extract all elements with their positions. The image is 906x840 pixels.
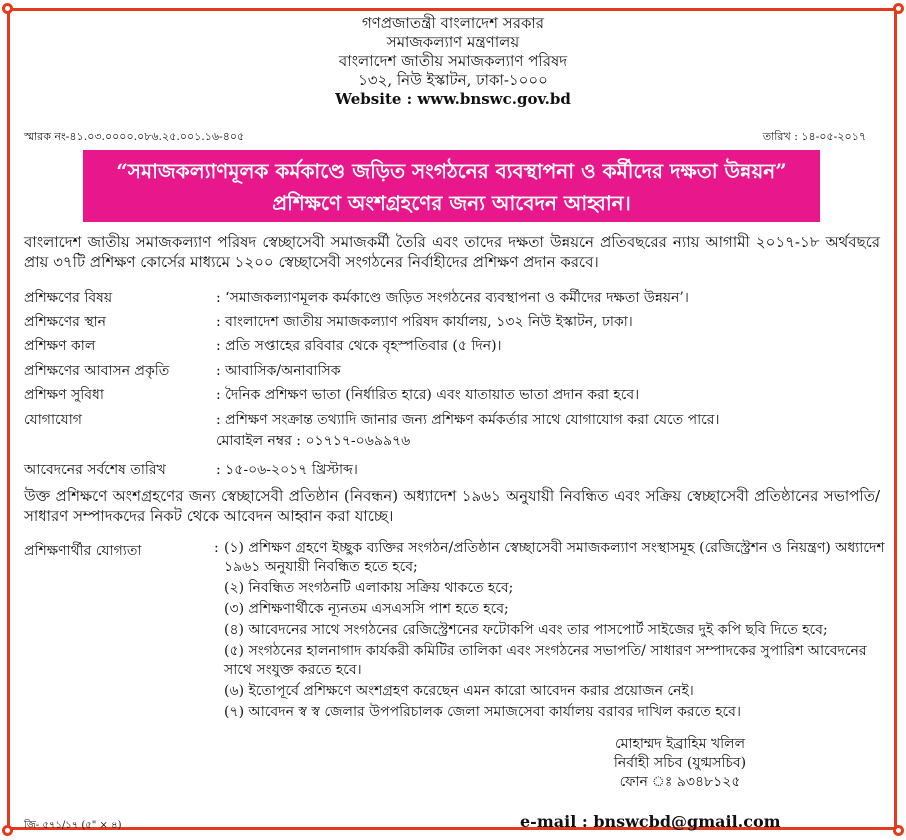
intro-paragraph: বাংলাদেশ জাতীয় সমাজকল্যাণ পরিষদ স্বেচ্ছাসেবী সমাজকর্মী তৈরি এবং তাদের দক্ষতা উন্নয়নে প্রতিবছরের ন্যায় আগামী ২০১৭-১৮ অর্থবছরে প্রায় ৩৭টি প্রশিক্ষণ কোর্সের মাধ্যমে ১২০০ স্বেচ্ছাসেবী সংগঠনের নির্বাহীদের প্রশিক্ষণ প্রদান করবে। xyxy=(24,233,880,271)
banner-title: “সমাজকল্যাণমূলক কর্মকাণ্ডে জড়িত সংগঠনের ব্যবস্থাপনা ও কর্মীদের দক্ষতা উন্নয়ন” xyxy=(116,159,787,183)
info-value: মোবাইল নম্বর : ০১৭১৭-০৬৯৯৭৬ xyxy=(216,433,411,449)
eligibility-text: (১) প্রশিক্ষণ গ্রহণে ইচ্ছুক ব্যক্তির সংগঠন/প্রতিষ্ঠান স্বেচ্ছাসেবী সমাজকল্যাণ সংস্থাসমূহ (রেজিস্ট্রেশন ও নিয়ন্ত্রণ) অধ্যাদেশ ১৯৬১ অনুযায়ী নিবন্ধিত হতে হবে; xyxy=(224,540,885,575)
info-value: : আবাসিক/অনাবাসিক xyxy=(216,363,341,379)
info-value: : দৈনিক প্রশিক্ষণ ভাতা (নির্ধারিত হারে) এবং যাতায়াত ভাতা প্রদান করা হবে। xyxy=(216,387,640,403)
list-item xyxy=(214,703,890,722)
eligibility-text: (৩) প্রশিক্ষণার্থীকে ন্যূনতম এসএসসি পাশ হতে হবে; xyxy=(224,601,509,617)
corner-circle-icon xyxy=(893,825,904,836)
list-item xyxy=(214,600,890,619)
eligibility-text: (৭) আবেদন স্ব স্ব জেলার উপপরিচালক জেলা সমাজসেবা কার্যালয় বরাবর দাখিল করতে হবে। xyxy=(224,704,741,720)
eligibility-text: (২) নিবন্ধিত সংগঠনটি এলাকায় সক্রিয় থাকতে হবে; xyxy=(224,580,514,596)
info-key: আবেদনের সর্বশেষ তারিখ xyxy=(24,462,166,478)
signature-block xyxy=(560,735,800,792)
info-value: : প্রশিক্ষণ সংক্রান্ত তথ্যাদি জানার জন্য প্রশিক্ষণ কর্মকর্তার সাথে যোগাযোগ করা যেতে পারে। xyxy=(216,412,720,428)
info-key: প্রশিক্ষণ সুবিধা xyxy=(24,387,104,403)
eligibility-label: প্রশিক্ষণার্থীর যোগ্যতা xyxy=(24,543,142,559)
signatory-title: নির্বাহী সচিব (যুগ্মসচিব) xyxy=(613,755,747,771)
info-value: : ‘সমাজকল্যাণমূলক কর্মকাণ্ডে জড়িত সংগঠনের ব্যবস্থাপনা ও কর্মীদের দক্ষতা উন্নয়ন’। xyxy=(216,290,689,306)
list-item xyxy=(214,579,890,598)
corner-circle-icon xyxy=(2,3,13,14)
email-line: e-mail : bnswcbd@gmail.com xyxy=(520,812,781,831)
government-name: গণপ্রজাতন্ত্রী বাংলাদেশ সরকার xyxy=(361,14,545,32)
signatory-name: মোহাম্মদ ইব্রাহিম খলিল xyxy=(614,736,746,752)
info-key: প্রশিক্ষণের আবাসন প্রকৃতি xyxy=(24,363,170,379)
eligibility-list xyxy=(214,539,890,724)
print-code: জি- ৫৭১/১৭ (৫" × ৪) xyxy=(24,820,122,831)
corner-circle-icon xyxy=(2,825,13,836)
info-value: : বাংলাদেশ জাতীয় সমাজকল্যাণ পরিষদ কার্যালয়, ১৩২ নিউ ইস্কাটন, ঢাকা। xyxy=(216,314,633,330)
list-item xyxy=(214,682,890,701)
council-name: বাংলাদেশ জাতীয় সমাজকল্যাণ পরিষদ xyxy=(338,52,568,70)
title-banner xyxy=(83,150,820,222)
info-value: : প্রতি সপ্তাহের রবিবার থেকে বৃহস্পতিবার (৫ দিন)। xyxy=(216,338,502,354)
info-value: : ১৫-০৬-২০১৭ খ্রিস্টাব্দ। xyxy=(216,462,358,478)
eligibility-text: (৬) ইতোপূর্বে প্রশিক্ষণে অংশগ্রহণ করেছেন এমন কারো আবেদন করার প্রয়োজন নেই। xyxy=(224,683,694,699)
list-item xyxy=(214,642,890,680)
ministry-name: সমাজকল্যাণ মন্ত্রণালয় xyxy=(386,33,520,51)
signatory-phone: ফোন ঃ ৯৩৪৮১২৫ xyxy=(619,774,741,790)
info-key: প্রশিক্ষণের স্থান xyxy=(24,314,107,330)
list-item: : (১) প্রশিক্ষণ গ্রহণে ইচ্ছুক ব্যক্তির সংগঠন/প্রতিষ্ঠান স্বেচ্ছাসেবী সমাজকল্যাণ সংস্থাসমূহ (রেজিস্ট্রেশন ও নিয়ন্ত্রণ) অধ্যাদেশ ১৯৬১ অনুযায়ী নিবন্ধিত হতে হবে; xyxy=(214,539,890,577)
eligibility-text: (৫) সংগঠনের হালনাগাদ কার্যকরী কমিটির তালিকা এবং সংগঠনের সভাপতি/ সাধারণ সম্পাদকের সুপারিশ আবেদনের সাথে সংযুক্ত করতে হবে। xyxy=(224,643,867,678)
info-key: প্রশিক্ষণ কাল xyxy=(24,338,96,354)
corner-circle-icon xyxy=(893,3,904,14)
info-key: প্রশিক্ষণের বিষয় xyxy=(24,290,113,306)
website-line: Website : www.bnswc.gov.bd xyxy=(335,90,571,108)
application-call-paragraph: উক্ত প্রশিক্ষণে অংশগ্রহণের জন্য স্বেচ্ছাসেবী প্রতিষ্ঠান (নিবন্ধন) অধ্যাদেশ ১৯৬১ অনুযায়ী নিবন্ধিত এবং সক্রিয় স্বেচ্ছাসেবী প্রতিষ্ঠানের সভাপতি/সাধারণ সম্পাদকদের নিকট থেকে আবেদন আহ্বান করা যাচ্ছে। xyxy=(24,487,880,525)
banner-subtitle: প্রশিক্ষণে অংশগ্রহণের জন্য আবেদন আহ্বান। xyxy=(272,191,631,215)
notice-date: তারিখ : ১৪-০৫-২০১৭ xyxy=(762,130,866,143)
address: ১৩২, নিউ ইস্কাটন, ঢাকা-১০০০ xyxy=(358,71,548,89)
eligibility-text: (৪) আবেদনের সাথে সংগঠনের রেজিস্ট্রেশনের ফটোকপি এবং তার পাসপোর্ট সাইজের দুই কপি ছবি দিতে হবে; xyxy=(224,622,828,638)
letterhead xyxy=(0,14,906,109)
info-key: যোগাযোগ xyxy=(24,412,82,428)
list-item xyxy=(214,621,890,640)
memo-number: স্মারক নং-৪১.০৩.০০০০.০৮৬.২৫.০০১.১৬-৪০৫ xyxy=(24,130,245,143)
